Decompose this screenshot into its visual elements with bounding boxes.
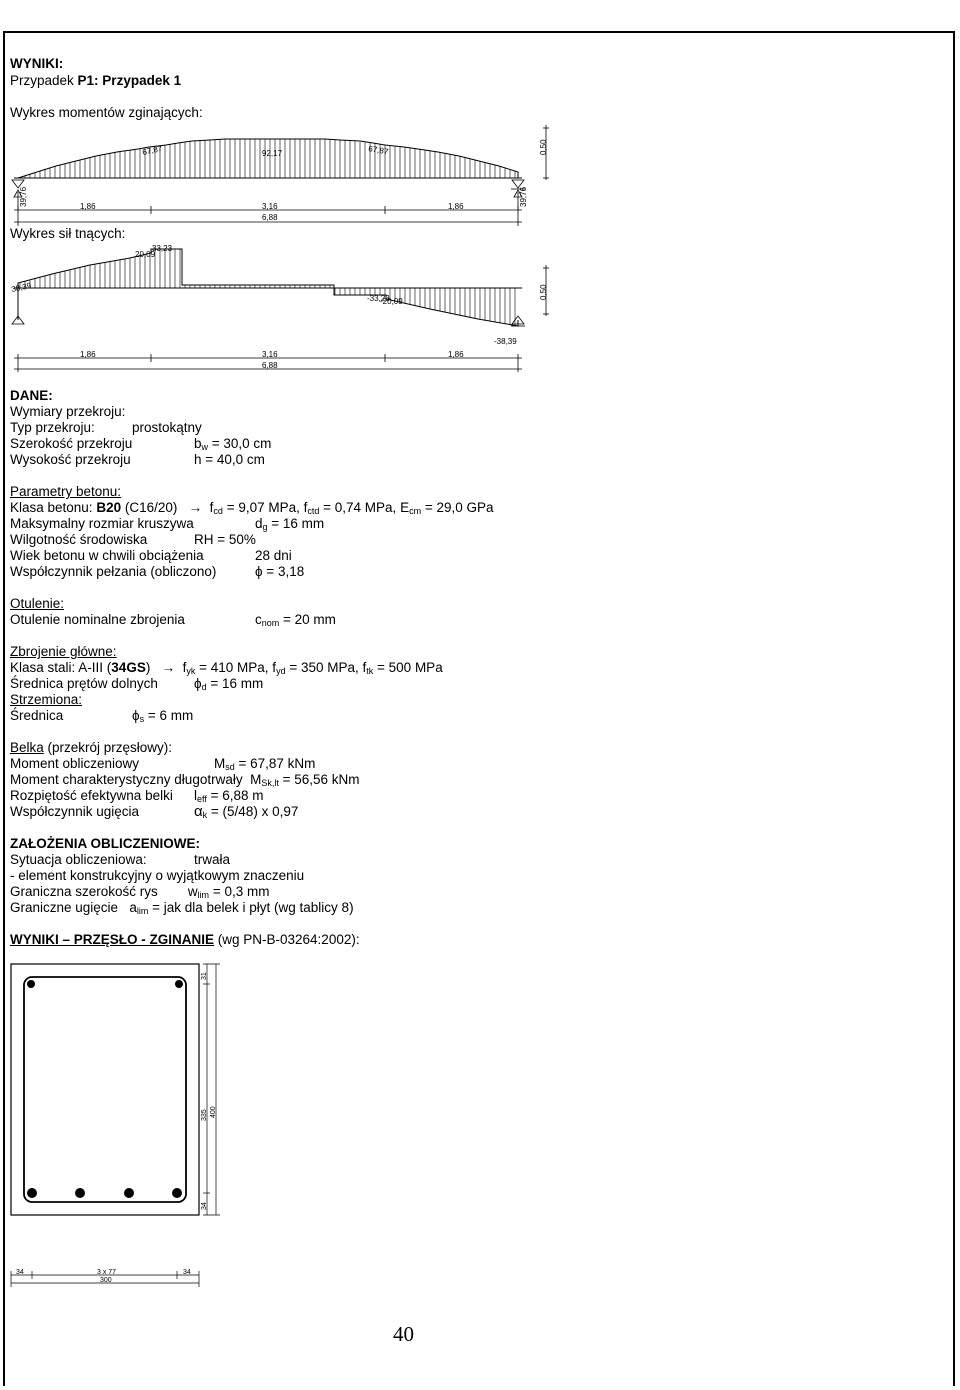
situation-value: trwała (194, 852, 231, 867)
alpha-value: $\alpha_k = (5/48)$ x 0,97 (194, 803, 299, 820)
bottom-bars-value: $\phi_d = 16$ mm (194, 676, 264, 692)
moment-hatching (20, 139, 515, 178)
age-label: Wiek betonu w chwili obciążenia (10, 548, 204, 563)
stirrup-value: $\phi_s = 6$ mm (132, 708, 194, 724)
aggregate-label: Maksymalny rozmiar kruszywa (10, 516, 194, 531)
bottom-bar-3 (124, 1188, 134, 1198)
moment-total: 6,88 (262, 213, 278, 222)
cover-value: $c_{nom} = 20$ mm (255, 612, 336, 628)
section-height-label: Wysokość przekroju (10, 452, 131, 467)
support-right (512, 180, 524, 188)
cross-section-drawing (0, 955, 240, 1295)
section-height-value: h = 40,0 cm (194, 452, 265, 467)
stirrup-label: Średnica (10, 708, 64, 723)
dim-bottom: 34 (201, 1202, 208, 1210)
shear-span-1: 1,86 (80, 350, 96, 359)
bottom-bar-2 (75, 1188, 85, 1198)
concrete-heading: Parametry betonu: (10, 484, 122, 499)
section-outline (11, 964, 199, 1215)
dane-title: DANE: (10, 388, 53, 403)
case-line: Przypadek P1: Przypadek 1 (10, 73, 182, 88)
moment-span-1: 1,86 (80, 202, 96, 211)
creep-value: ϕ = 3,18 (255, 564, 305, 579)
element-importance: - element konstrukcyjny o wyjątkowym znaczeniu (10, 868, 305, 883)
moment-span-2: 3,16 (262, 202, 278, 211)
moment-curve (18, 139, 518, 178)
bottom-bar-4 (172, 1188, 182, 1198)
stirrup (24, 977, 186, 1202)
top-bar-left (27, 980, 35, 988)
age-value: 28 dni (255, 548, 292, 563)
section-width-value: $b_w = 30,0$ cm (194, 436, 272, 452)
shear-span-3: 1,86 (448, 350, 464, 359)
humidity-value: RH = 50% (194, 532, 256, 547)
dim-b-mid: 3 x 77 (97, 1269, 117, 1276)
reaction-left: 39,76 (19, 186, 28, 207)
situation-label: Sytuacja obliczeniowa: (10, 852, 147, 867)
steel-class-line: Klasa stali: A-III (34GS) → $f_{yk} = 410$ MPa, $f_{yd} = 350$ MPa, $f_{tk} = 500$ MPa (10, 660, 443, 676)
dim-total-h: 400 (210, 1106, 217, 1118)
moment-label-mid: 92,17 (262, 149, 283, 158)
alpha-label: Współczynnik ugięcia (10, 804, 140, 819)
beam-heading: Belka (przekrój przęsłowy): (10, 740, 173, 755)
mlt-line: Moment charakterystyczny długotrwały $M_{Sk,lt} = 56,56$ kNm (10, 772, 360, 788)
shear-label-1: 20,09 (135, 250, 156, 259)
creep-label: Współczynnik pełzania (obliczono) (10, 564, 217, 579)
section-type-value: prostokątny (132, 420, 202, 435)
section-dims-heading: Wymiary przekroju: (10, 404, 126, 419)
bottom-bars-label: Średnica prętów dolnych (10, 676, 158, 691)
shear-label-right: -38,39 (494, 337, 517, 346)
moment-label-right: 67,87 (367, 144, 389, 157)
section-type-label: Typ przekroju: (10, 420, 95, 435)
shear-label-3: -33,23 (367, 294, 390, 303)
shear-label-2: 33,23 (152, 244, 173, 253)
shear-diagram-heading: Wykres sił tnących: (10, 226, 126, 241)
shear-total: 6,88 (262, 361, 278, 370)
moment-span-3: 1,86 (448, 202, 464, 211)
moment-diagram (0, 120, 560, 230)
shear-diagram (0, 238, 560, 373)
dim-b-right: 34 (183, 1269, 191, 1276)
aggregate-value: $d_g = 16$ mm (255, 516, 325, 532)
leff-value: $l_{eff} = 6,88$ m (194, 788, 264, 804)
shear-span-2: 3,16 (262, 350, 278, 359)
shear-scale: 0,50 (539, 284, 548, 300)
msd-value: $M_{sd} = 67,87$ kNm (214, 756, 316, 772)
arrow-icon: → (161, 660, 176, 675)
moment-scale: 0,50 (539, 139, 548, 155)
top-bar-right (175, 980, 183, 988)
results-title: WYNIKI: (10, 56, 64, 71)
msd-label: Moment obliczeniowy (10, 756, 140, 771)
deflection-line: Graniczne ugięcie $a_{lim}$ = jak dla belek i płyt (wg tablicy 8) (10, 900, 354, 916)
arrow-icon: → (188, 500, 203, 515)
assumptions-title: ZAŁOŻENIA OBLICZENIOWE: (10, 836, 200, 851)
shear-label-left: 38,39 (10, 280, 33, 294)
cover-label: Otulenie nominalne zbrojenia (10, 612, 185, 627)
cover-heading: Otulenie: (10, 596, 65, 611)
moment-diagram-heading: Wykres momentów zginających: (10, 105, 203, 120)
dim-top: 31 (201, 972, 208, 980)
moment-label-left: 67,87 (141, 143, 164, 157)
support-left (12, 180, 24, 188)
leff-label: Rozpiętość efektywna belki (10, 788, 173, 803)
concrete-class-line: Klasa betonu: B20 (C16/20) → $f_{cd} = 9,07$ MPa, $f_{ctd} = 0,74$ MPa, $E_{cm} = 29,0$ GPa (10, 500, 494, 516)
bottom-bar-1 (27, 1188, 37, 1198)
page-number: 40 (393, 1322, 414, 1346)
shear-hatching (20, 249, 515, 325)
dim-total-b: 300 (100, 1277, 112, 1284)
crack-line: Graniczna szerokość rys $w_{lim} = 0,3$ mm (10, 884, 270, 900)
dim-b-left: 34 (16, 1269, 24, 1276)
results-heading: WYNIKI – PRZĘSŁO - ZGINANIE (wg PN-B-03264:2002): (10, 932, 360, 947)
shear-label-4: -20,09 (380, 297, 403, 306)
humidity-label: Wilgotność środowiska (10, 532, 148, 547)
section-width-label: Szerokość przekroju (10, 436, 133, 451)
reaction-right: 39,76 (519, 186, 528, 207)
stirrups-heading: Strzemiona: (10, 692, 83, 707)
rebar-heading: Zbrojenie główne: (10, 644, 117, 659)
dim-mid: 335 (201, 1109, 208, 1121)
